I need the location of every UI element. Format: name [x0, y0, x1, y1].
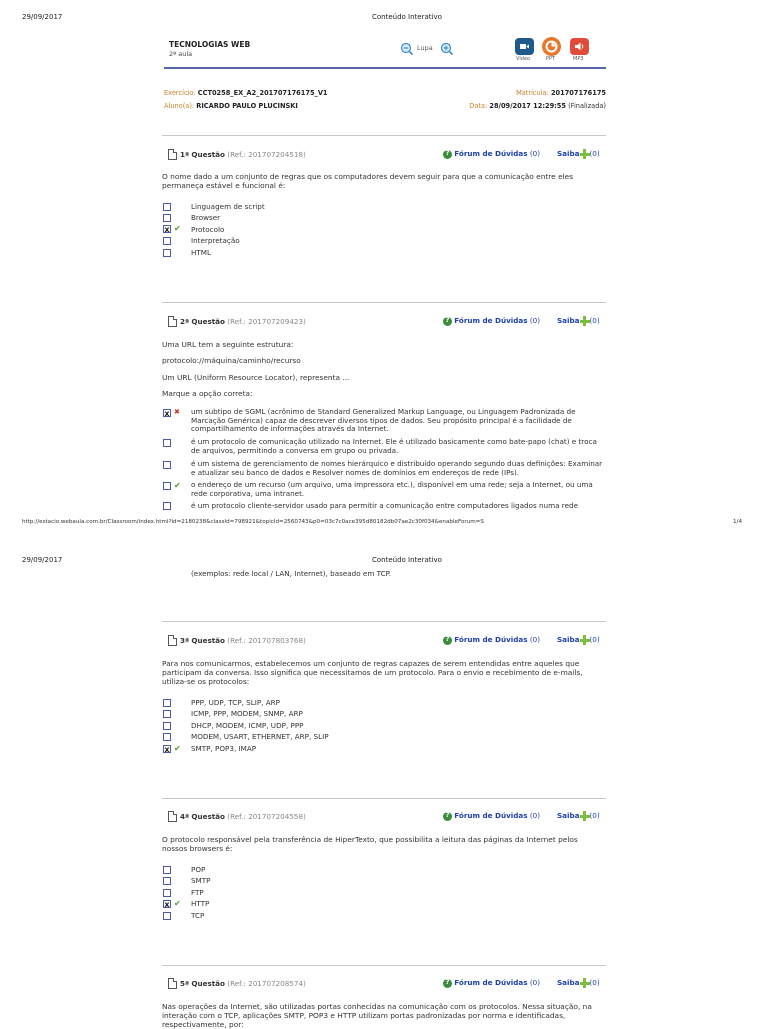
option-checkbox[interactable] — [163, 439, 171, 447]
document-icon — [168, 149, 177, 160]
saiba-link[interactable]: Saiba (0) — [557, 149, 600, 158]
zoom-in-icon[interactable] — [440, 41, 454, 60]
exercise-line: Exercício: CCT0258_EX_A2_201707176175_V1 — [164, 89, 328, 97]
option-checkbox[interactable] — [163, 733, 171, 741]
option-label: Browser — [191, 213, 221, 222]
option-checkbox[interactable] — [163, 237, 171, 245]
option-checkbox-checked[interactable]: x — [164, 409, 170, 418]
option-checkbox[interactable] — [163, 214, 171, 222]
document-icon — [168, 978, 177, 989]
option-label: ICMP, PPP, MODEM, SNMP, ARP — [191, 709, 303, 718]
option-label: HTML — [191, 248, 212, 257]
document-icon — [168, 316, 177, 327]
option-checkbox[interactable] — [163, 912, 171, 920]
print-title: Conteúdo Interativo — [372, 13, 442, 21]
header-divider — [164, 67, 606, 69]
plus-icon — [580, 811, 590, 821]
option-label: Linguagem de script — [191, 202, 265, 211]
forum-link[interactable]: ? Fórum de Dúvidas (0) — [443, 316, 540, 326]
forum-icon — [443, 636, 452, 645]
option-label: POP — [191, 865, 206, 874]
ppt-icon — [542, 37, 561, 56]
plus-icon — [580, 149, 590, 159]
mp3-button[interactable] — [570, 38, 589, 55]
option-checkbox[interactable] — [163, 710, 171, 718]
forum-icon — [443, 979, 452, 988]
question-text: O nome dado a um conjunto de regras que os computadores devem seguir para que a comunicação entre eles permaneça estável e funcional é: — [162, 172, 574, 190]
print-date: 29/09/2017 — [22, 13, 63, 21]
student-line: Aluno(a): RICARDO PAULO PLUCINSKI — [164, 102, 298, 110]
speaker-icon — [570, 38, 589, 55]
question-header: 1ª Questão (Ref.: 201707204518) — [180, 150, 306, 159]
option-checkbox[interactable] — [163, 889, 171, 897]
zoom-label: Lupa — [417, 44, 433, 52]
saiba-link[interactable]: Saiba (0) — [557, 635, 600, 644]
option-label: é um sistema de gerenciamento de nomes hierárquico e distribuído operando segundo duas definições: Examinar e atualizar seu banco de dados e Resolver nomes de domínios em endereços de rede (IPs). — [191, 459, 603, 477]
question-header: 2ª Questão (Ref.: 201707209423) — [180, 317, 306, 326]
question-text: Marque a opção correta: — [162, 389, 253, 398]
question-header: 4ª Questão (Ref.: 201707204558) — [180, 812, 306, 821]
forum-icon — [443, 812, 452, 821]
option-label: Protocolo — [191, 225, 225, 234]
option-checkbox[interactable] — [163, 482, 171, 490]
option-label: TCP — [191, 911, 205, 920]
question-divider — [162, 302, 606, 303]
mp3-label: MP3 — [573, 56, 584, 62]
forum-link[interactable]: ? Fórum de Dúvidas (0) — [443, 978, 540, 988]
option-label: é um protocolo de comunicação utilizado na Internet. Ele é utilizado basicamente como bate-papo (chat) e troca de arquivos, permitindo a conversa em grupo ou privada. — [191, 437, 597, 455]
option-label: DHCP, MODEM, ICMP, UDP, PPP — [191, 721, 304, 730]
forum-link[interactable]: ? Fórum de Dúvidas (0) — [443, 811, 540, 821]
correct-check-icon: ✔ — [174, 899, 181, 908]
print-date: 29/09/2017 — [22, 556, 63, 564]
forum-link[interactable]: ? Fórum de Dúvidas (0) — [443, 635, 540, 645]
question-text: Para nos comunicarmos, estabelecemos um conjunto de regras capazes de serem entendidas entre aqueles que participam da conversa. Isso significa que necessitamos de um protocolo. Para o envio e recebimento de e-mails, utiliza-se os protocolos: — [162, 659, 583, 686]
zoom-out-icon[interactable] — [400, 41, 414, 60]
option-label: o endereço de um recurso (um arquivo, uma impressora etc.), disponível em uma rede; seja a Internet, ou uma rede corporativa, uma intranet. — [191, 480, 593, 498]
lesson-label: 2ª aula — [169, 50, 193, 58]
forum-link[interactable]: ? Fórum de Dúvidas (0) — [443, 149, 540, 159]
plus-icon — [580, 978, 590, 988]
option-checkbox[interactable] — [163, 866, 171, 874]
option-label: SMTP — [191, 876, 211, 885]
question-text: O protocolo responsável pela transferência de HiperTexto, que possibilita a leitura das páginas da Internet pelos nossos browsers é: — [162, 835, 578, 853]
question-header: 3ª Questão (Ref.: 201707803768) — [180, 636, 306, 645]
option-label: MODEM, USART, ETHERNET, ARP, SLIP — [191, 732, 329, 741]
option-checkbox[interactable] — [163, 699, 171, 707]
correct-check-icon: ✔ — [174, 744, 181, 753]
video-camera-icon — [515, 38, 534, 55]
question-text: protocolo://máquina/caminho/recurso — [162, 356, 301, 365]
question-text: Um URL (Uniform Resource Locator), representa ... — [162, 373, 350, 382]
saiba-link[interactable]: Saiba (0) — [557, 316, 600, 325]
option-checkbox-checked[interactable]: x — [164, 900, 170, 909]
matricula-line: Matrícula: 201707176175 — [516, 89, 606, 97]
saiba-link[interactable]: Saiba (0) — [557, 978, 600, 987]
plus-icon — [580, 635, 590, 645]
correct-check-icon: ✔ — [174, 224, 181, 233]
print-footer-url: http://estacio.webaula.com.br/Classroom/index.html?id=2180238&classId=798921&topicId=2560743&p0=03c7c0ace395d80182db07ae2c30f034&enableForum=S — [22, 519, 484, 525]
video-button[interactable] — [515, 38, 534, 55]
wrong-x-icon: ✖ — [174, 408, 180, 416]
question-divider — [162, 798, 606, 799]
plus-icon — [580, 316, 590, 326]
video-label: Vídeo — [516, 56, 531, 62]
option-checkbox[interactable] — [163, 461, 171, 469]
option-label: um subtipo de SGML (acrônimo de Standard Generalized Markup Language, ou Linguagem Padronizada de Marcação Genérica) capaz de descrever diversos tipos de dados. Seu propósito principal é a facilidade de compartilhamento de informações através da Internet. — [191, 407, 576, 433]
option-continuation: (exemplos: rede local / LAN, Internet), baseado em TCP. — [191, 569, 392, 578]
option-label: é um protocolo cliente-servidor usado para permitir a comunicação entre computadores ligados numa rede — [191, 502, 578, 510]
option-checkbox[interactable] — [163, 877, 171, 885]
ppt-label: PPT — [546, 56, 556, 62]
option-checkbox[interactable] — [163, 203, 171, 211]
option-label: HTTP — [191, 899, 210, 908]
forum-icon — [443, 150, 452, 159]
option-label: SMTP, POP3, IMAP — [191, 744, 257, 753]
print-title: Conteúdo Interativo — [372, 556, 442, 564]
question-divider — [162, 135, 606, 136]
option-checkbox-checked[interactable]: x — [164, 745, 170, 754]
question-divider — [162, 965, 606, 966]
option-checkbox-checked[interactable]: x — [164, 225, 170, 234]
document-icon — [168, 811, 177, 822]
correct-check-icon: ✔ — [174, 481, 181, 490]
option-checkbox[interactable] — [163, 722, 171, 730]
question-text: Uma URL tem a seguinte estrutura: — [162, 340, 294, 349]
course-title: TECNOLOGIAS WEB — [169, 40, 251, 49]
option-label: Interpretação — [191, 236, 240, 245]
question-divider — [162, 621, 606, 622]
option-checkbox[interactable] — [163, 502, 171, 510]
print-footer-page: 1/4 — [733, 519, 743, 525]
forum-icon — [443, 317, 452, 326]
document-icon — [168, 635, 177, 646]
option-label: FTP — [191, 888, 204, 897]
question-text: Nas operações da Internet, são utilizadas portas conhecidas na comunicação com os protocolos. Nessa situação, na interação com o TCP, aplicações SMTP, POP3 e HTTP utilizam portas padronizadas por norma e identificadas, respectivamente, por: — [162, 1002, 592, 1029]
ppt-button[interactable] — [542, 37, 561, 56]
option-label: PPP, UDP, TCP, SLIP, ARP — [191, 698, 280, 707]
date-line: Data: 28/09/2017 12:29:55 (Finalizada) — [469, 102, 606, 110]
saiba-link[interactable]: Saiba (0) — [557, 811, 600, 820]
question-header: 5ª Questão (Ref.: 201707208574) — [180, 979, 306, 988]
option-checkbox[interactable] — [163, 249, 171, 257]
